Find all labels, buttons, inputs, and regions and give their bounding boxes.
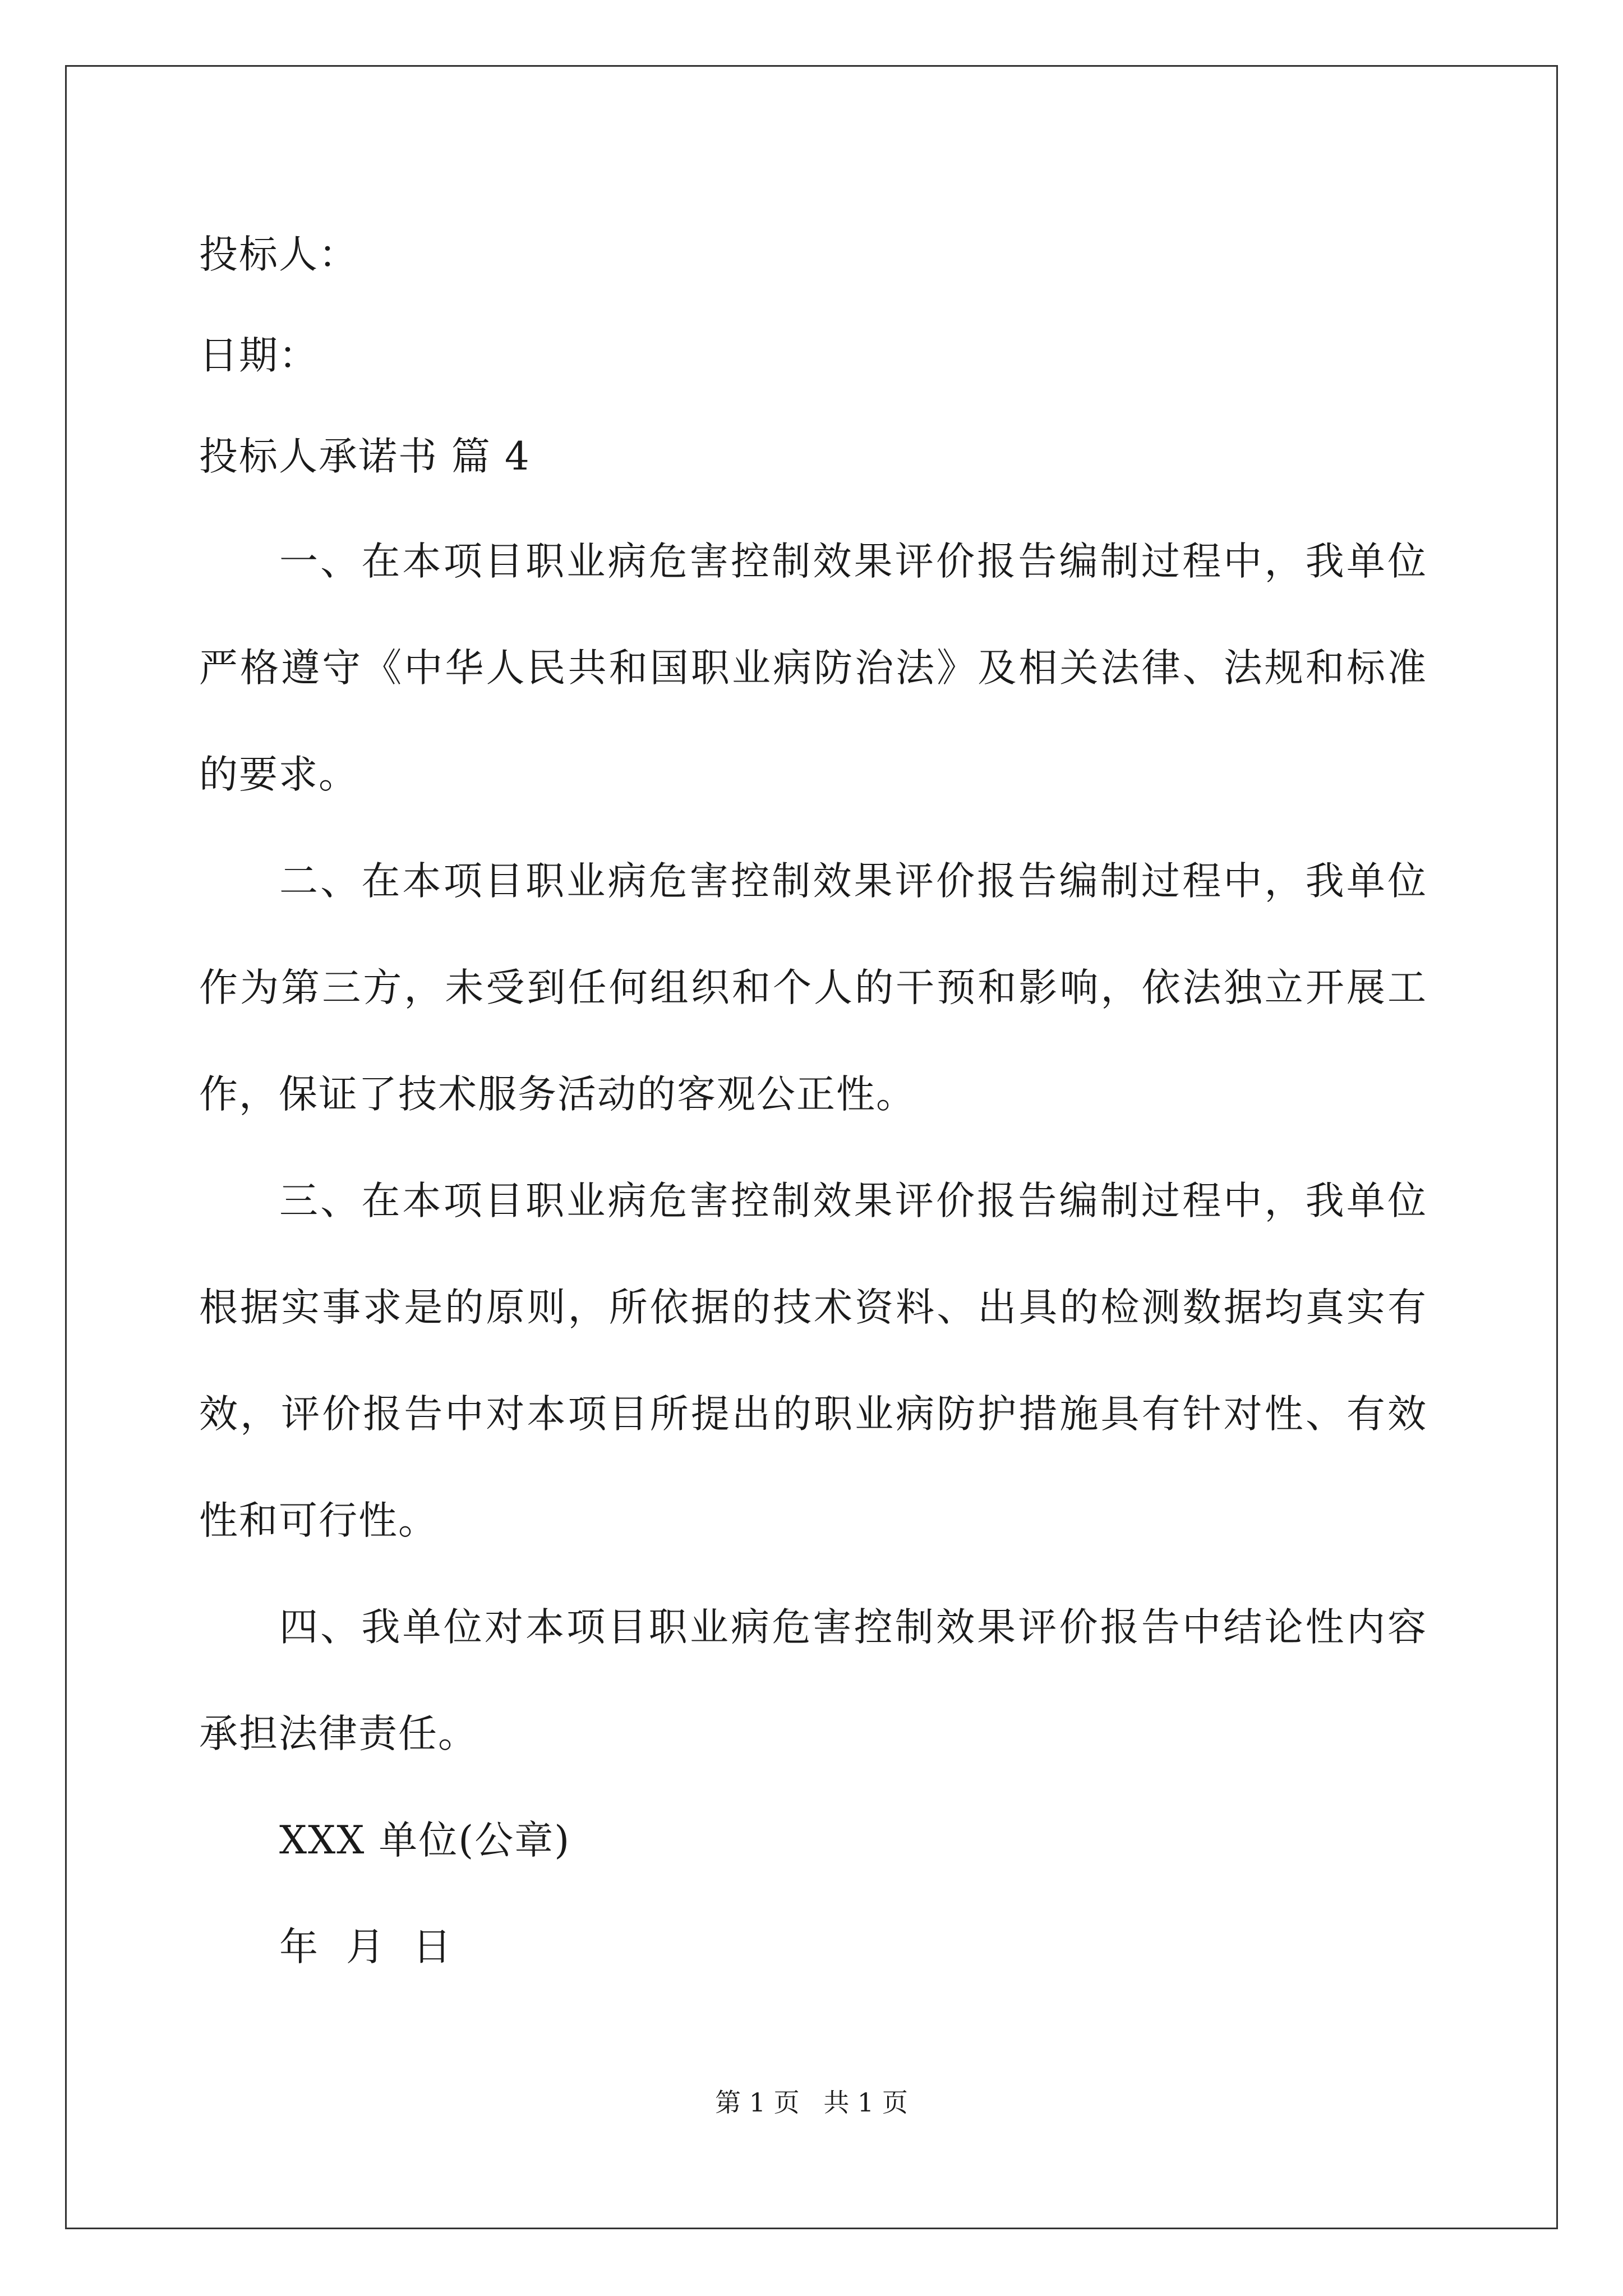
paragraph-1-line-3: 的要求。 bbox=[199, 752, 358, 797]
signature-unit: XXX 单位(公章) bbox=[279, 1818, 571, 1863]
paragraph-4-line-1: 四、我单位对本项目职业病危害控制效果评价报告中结论性内容 bbox=[279, 1605, 1427, 1650]
paragraph-4-line-2: 承担法律责任。 bbox=[199, 1711, 478, 1756]
page-total: 共 1 页 bbox=[823, 2087, 908, 2118]
paragraph-2-line-3: 作，保证了技术服务活动的客观公正性。 bbox=[199, 1072, 916, 1117]
bidder-label: 投标人： bbox=[199, 232, 358, 277]
date-label: 日期： bbox=[199, 333, 319, 378]
paragraph-3-line-2: 根据实事求是的原则，所依据的技术资料、出具的检测数据均真实有 bbox=[199, 1285, 1427, 1330]
paragraph-3-line-1: 三、在本项目职业病危害控制效果评价报告编制过程中，我单位 bbox=[279, 1179, 1427, 1223]
paragraph-1-line-1: 一、在本项目职业病危害控制效果评价报告编制过程中，我单位 bbox=[279, 539, 1427, 584]
signature-date: 年 月 日 bbox=[279, 1925, 453, 1970]
paragraph-1-line-2: 严格遵守《中华人民共和国职业病防治法》及相关法律、法规和标准 bbox=[199, 646, 1427, 691]
section-title: 投标人承诺书 篇 4 bbox=[199, 434, 531, 479]
page-border bbox=[65, 65, 1558, 2229]
paragraph-3-line-4: 性和可行性。 bbox=[199, 1498, 438, 1543]
paragraph-2-line-2: 作为第三方，未受到任何组织和个人的干预和影响，依法独立开展工 bbox=[199, 965, 1427, 1010]
page-footer bbox=[0, 2086, 1623, 2119]
paragraph-2-line-1: 二、在本项目职业病危害控制效果评价报告编制过程中，我单位 bbox=[279, 859, 1427, 904]
page-number: 第 1 页 bbox=[715, 2087, 800, 2118]
paragraph-3-line-3: 效，评价报告中对本项目所提出的职业病防护措施具有针对性、有效 bbox=[199, 1392, 1427, 1437]
